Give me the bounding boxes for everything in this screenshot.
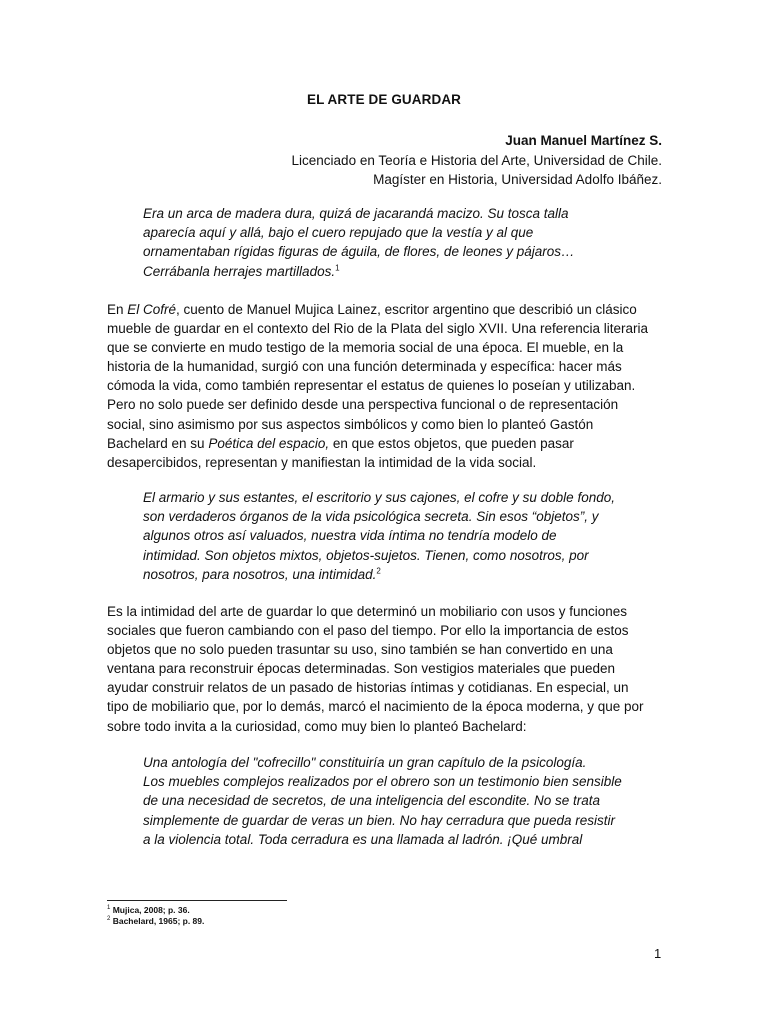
book-title: El Cofré — [127, 302, 177, 317]
quote-line: Una antología del "cofrecillo" constituiría un gran capítulo de la psicología. — [143, 755, 587, 770]
quote-line: algunos otros así valuados, nuestra vida íntima no tendría modelo de — [143, 528, 557, 544]
quote-line: de una necesidad de secretos, de una inteligencia del escondite. No se trata — [143, 793, 601, 809]
paragraph-line: mueble de guardar en el contexto del Rio de la Plata del siglo XVII. Una referencia literaria — [107, 321, 649, 337]
paragraph-line: desapercibidos, representan y manifiestan la intimidad de la vida social. — [107, 454, 537, 470]
paragraph-line: ventana para reconstruir épocas determinadas. Son vestigios materiales que pueden — [107, 661, 616, 677]
quote-line: El armario y sus estantes, el escritorio y sus cajones, el cofre y su doble fondo, — [143, 490, 615, 505]
footnote-ref: 1 — [335, 263, 340, 273]
quote-line: Era un arca de madera dura, quizá de jacarandá macizo. Su tosca talla — [143, 206, 569, 221]
paragraph-line: cómoda la vida, como también representar el estatus de quienes lo poseían y utilizaban. — [107, 378, 636, 394]
quote-line: son verdaderos órganos de la vida psicológica secreta. Sin esos “objetos”, y — [143, 509, 599, 525]
paragraph-line: Bachelard en su Poética del espacio, en que estos objetos, que pueden pasar — [107, 435, 574, 451]
author-block — [142, 131, 662, 190]
quote-line: Cerrábanla herrajes martillados.$^1$ — [143, 263, 340, 279]
block-quote-3 — [143, 753, 622, 849]
book-title: Poética del espacio, — [208, 435, 330, 451]
paragraph-line: sociales que fueron cambiando con el paso del tiempo. Por ello la importancia de estos — [107, 623, 629, 639]
paragraph-line: tipo de mobiliario que, por lo demás, marcó el nacimiento de la época moderna, y que por — [107, 699, 644, 715]
paragraph-line: En El Cofré, cuento de Manuel Mujica Lainez, escritor argentino que describió un clásico — [107, 302, 637, 317]
document-title: EL ARTE DE GUARDAR — [306, 92, 462, 107]
author-credential: Magíster en Historia, Universidad Adolfo Ibáñez. — [373, 172, 662, 187]
block-quote-2 — [143, 488, 623, 584]
paragraph-line: que se convierte en mudo testigo de la memoria social de una época. El mueble, en la — [107, 340, 624, 356]
paragraph-line: sobre todo invita a la curiosidad, como muy bien lo planteó Bachelard: — [107, 718, 527, 734]
paragraph-line: historia de la humanidad, surgió con una función determinada y específica: hacer más — [107, 359, 622, 375]
body-paragraph-2 — [107, 602, 663, 736]
body-paragraph-1 — [107, 300, 663, 472]
quote-line: ornamentaban rígidas figuras de águila, de flores, de leones y pájaros… — [143, 244, 575, 260]
paragraph-line: ayudar construir relatos de un pasado de historias íntimas y cotidianas. En especial, un — [107, 680, 629, 696]
quote-line: aparecía aquí y allá, bajo el cuero repujado que la vestía y al que — [143, 225, 534, 241]
block-quote-1 — [143, 204, 633, 281]
paragraph-line: Es la intimidad del arte de guardar lo que determinó un mobiliario con usos y funciones — [107, 604, 628, 619]
author-name: Juan Manuel Martínez S. — [505, 133, 662, 148]
footnotes — [107, 905, 507, 927]
quote-line: Los muebles complejos realizados por el obrero son un testimonio bien sensible — [143, 774, 622, 790]
author-credential: Licenciado en Teoría e Historia del Arte, Universidad de Chile. — [291, 152, 662, 168]
paragraph-line: Pero no solo puede ser definido desde una perspectiva funcional o de representación — [107, 397, 619, 413]
page-number: 1 — [654, 946, 662, 961]
paragraph-line: objetos que no solo pueden trasuntar su uso, sino también se han convertido en una — [107, 642, 613, 658]
quote-line: nosotros, para nosotros, una intimidad.$^2$ — [143, 566, 381, 582]
footnote: $^2$ Bachelard, 1965; p. 89. — [107, 916, 205, 926]
footnote-ref: 2 — [376, 566, 381, 576]
quote-line: a la violencia total. Toda cerradura es una llamada al ladrón. ¡Qué umbral — [143, 831, 583, 847]
footnote: $^1$ Mujica, 2008; p. 36. — [107, 905, 190, 915]
quote-line: simplemente de guardar de veras un bien. No hay cerradura que pueda resistir — [143, 812, 616, 828]
quote-line: intimidad. Son objetos mixtos, objetos-sujetos. Tienen, como nosotros, por — [143, 547, 589, 563]
paragraph-line: social, sino asimismo por sus aspectos simbólicos y como bien lo planteó Gastón — [107, 416, 594, 432]
footnote-divider — [107, 900, 287, 901]
